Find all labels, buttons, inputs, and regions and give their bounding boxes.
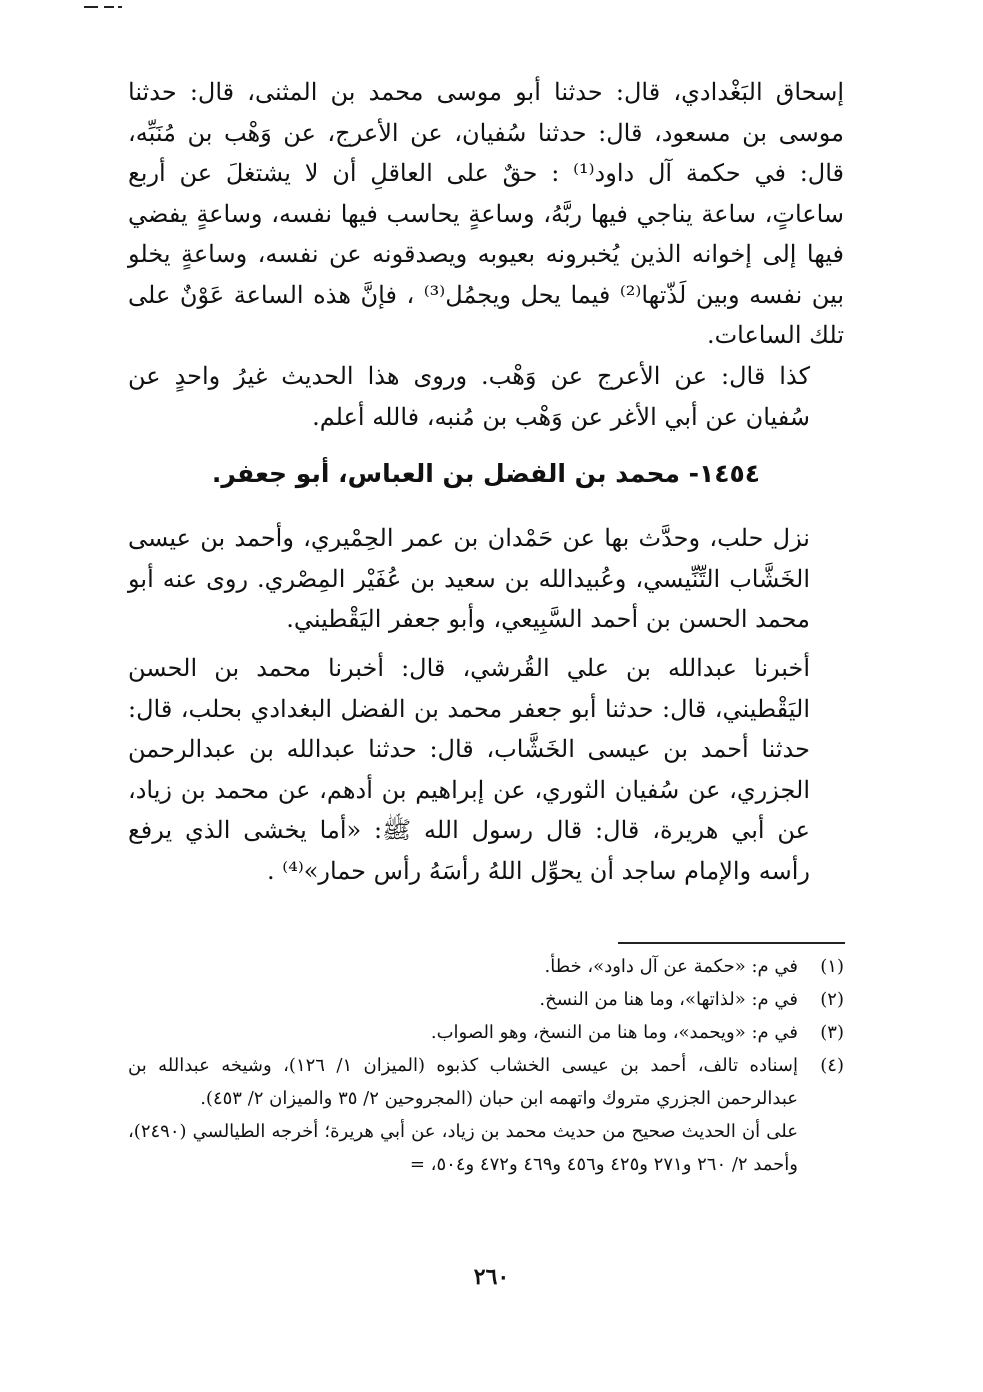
main-text-top	[128, 72, 844, 356]
footnotes-block	[128, 950, 844, 1181]
footnote-text: إسناده تالف، أحمد بن عيسى الخشاب كذبوه (الميزان ١/ ١٢٦)، وشيخه عبدالله بن عبدالرحمن الجزري متروك واتهمه ابن حبان (المجروحين ٢/ ٣٥ والميزان ٢/ ٤٥٣).	[128, 1055, 798, 1109]
main-text-biography	[128, 518, 844, 640]
footnote-text: في م: «حكمة عن آل داود»، خطأ.	[544, 956, 798, 977]
footnote-text: في م: «لذاتها»، وما هنا من النسخ.	[539, 989, 798, 1010]
footnote-item	[128, 1049, 844, 1115]
scan-corner-marks	[0, 0, 140, 20]
footnote-separator	[618, 942, 845, 944]
footnote-number: (٢)	[820, 989, 844, 1010]
main-text-isnad	[128, 648, 844, 891]
footnote-continuation: على أن الحديث صحيح من حديث محمد بن زياد، عن أبي هريرة؛ أخرجه الطيالسي (٢٤٩٠)، وأحمد ٢/ ٢٦٠ و٢٧١ و٤٢٥ و٤٥٦ و٤٦٩ و٤٧٢ و٥٠٤، =	[128, 1121, 798, 1175]
footnote-number: (١)	[820, 956, 844, 977]
footnote-item	[128, 950, 844, 983]
paragraph-isnad-hadith: أخبرنا عبدالله بن علي القُرشي، قال: أخبرنا محمد بن الحسن اليَقْطيني، قال: حدثنا أبو جعفر محمد بن الفضل البغدادي بحلب، قال: حدثنا أحمد بن عيسى الخَشَّاب، قال: حدثنا عبدالله بن عبدالرحمن الجزري، عن سُفيان الثوري، عن إبراهيم بن أدهم، عن محمد بن زياد، عن أبي هريرة، قال: قال رسول الله ﷺ: «أما يخشى الذي يرفع رأسه والإمام ساجد أن يحوِّل اللهُ رأسَهُ رأس حمار»⁽⁴⁾ .	[128, 654, 810, 885]
page-number: ٢٦٠	[473, 1264, 510, 1290]
paragraph-biography: نزل حلب، وحدَّث بها عن حَمْدان بن عمر الحِمْيري، وأحمد بن عيسى الخَشَّاب التِّنِّيسي، وعُبيدالله بن سعيد بن عُفَيْر المِصْري. روى عنه أبو محمد الحسن بن أحمد السَّبِيعي، وأبو جعفر اليَقْطيني.	[128, 524, 810, 633]
footnote-number: (٤)	[820, 1055, 844, 1076]
footnote-item	[128, 1016, 844, 1049]
main-text-note	[128, 356, 844, 437]
paragraph-riwaya-note: كذا قال: عن الأعرج عن وَهْب. وروى هذا الحديث غيرُ واحدٍ عن سُفيان عن أبي الأغر عن وَهْب بن مُنبه، فالله أعلم.	[128, 362, 810, 431]
paragraph-hadith-wahb: إسحاق البَغْدادي، قال: حدثنا أبو موسى محمد بن المثنى، قال: حدثنا موسى بن مسعود، قال: حدثنا سُفيان، عن الأعرج، عن وَهْب بن مُنَبِّه، قال: في حكمة آل داود⁽¹⁾ : حقٌ على العاقلِ أن لا يشتغلَ عن أربع ساعاتٍ، ساعة يناجي فيها ربَّهُ، وساعةٍ يحاسب فيها نفسه، وساعةٍ يفضي فيها إلى إخوانه الذين يُخبرونه بعيوبه ويصدقونه عن نفسه، وساعةٍ يخلو بين نفسه وبين لَذّتها⁽²⁾ فيما يحل ويجمُل⁽³⁾ ، فإنَّ هذه الساعة عَوْنٌ على تلك الساعات.	[128, 78, 845, 349]
footnote-text: في م: «ويحمد»، وما هنا من النسخ، وهو الصواب.	[430, 1022, 798, 1043]
footnote-item	[128, 983, 844, 1016]
entry-heading: ١٤٥٤- محمد بن الفضل بن العباس، أبو جعفر.	[211, 459, 761, 488]
footnote-number: (٣)	[820, 1022, 844, 1043]
